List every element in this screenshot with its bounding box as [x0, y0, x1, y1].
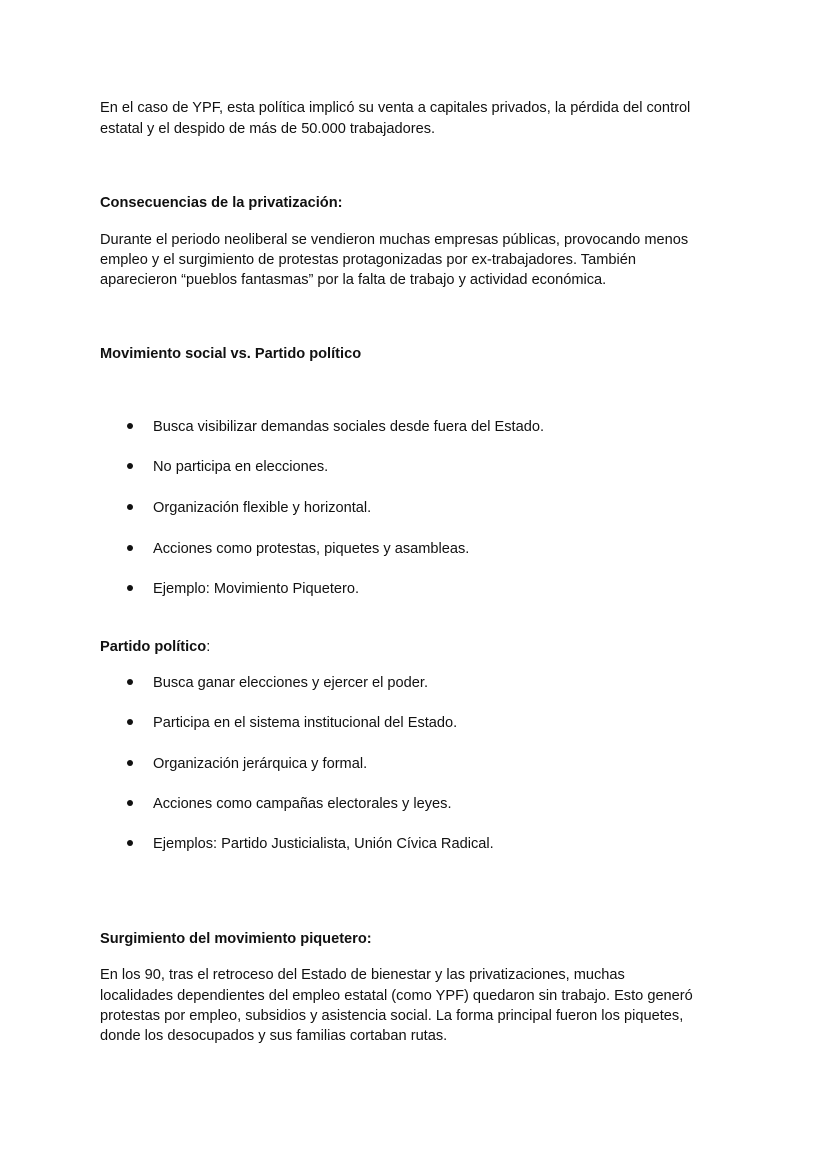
list-item: Ejemplos: Partido Justicialista, Unión Cívica Radical. — [122, 834, 494, 854]
text-line: empleo y el surgimiento de protestas protagonizadas por ex-trabajadores. También — [100, 252, 636, 268]
text-line: En los 90, tras el retroceso del Estado de bienestar y las privatizaciones, muchas — [100, 967, 625, 983]
bullet-icon — [127, 719, 133, 725]
list-item: Participa en el sistema institucional del Estado. — [122, 713, 457, 733]
text-line: estatal y el despido de más de 50.000 trabajadores. — [100, 121, 436, 137]
bullet-icon — [127, 423, 133, 429]
list-item: No participa en elecciones. — [122, 457, 328, 477]
list-item: Acciones como protestas, piquetes y asambleas. — [122, 539, 469, 559]
section-heading-movimiento: Movimiento social vs. Partido político — [100, 346, 362, 362]
bullet-icon — [127, 545, 133, 551]
section-heading-partido: Partido político: — [100, 639, 211, 655]
section-heading-consecuencias: Consecuencias de la privatización: — [100, 195, 343, 211]
bullet-icon — [127, 760, 133, 766]
text-line: aparecieron “pueblos fantasmas” por la falta de trabajo y actividad económica. — [100, 272, 607, 288]
text-line: donde los desocupados y sus familias cortaban rutas. — [100, 1028, 448, 1044]
list-item: Ejemplo: Movimiento Piquetero. — [122, 579, 359, 599]
bullet-icon — [127, 840, 133, 846]
text-line: localidades dependientes del empleo estatal (como YPF) quedaron sin trabajo. Esto generó — [100, 988, 693, 1004]
list-item: Busca ganar elecciones y ejercer el poder. — [122, 673, 428, 693]
list-item: Acciones como campañas electorales y leyes. — [122, 794, 452, 814]
list-item: Organización flexible y horizontal. — [122, 498, 371, 518]
list-item: Busca visibilizar demandas sociales desde fuera del Estado. — [122, 417, 544, 437]
section-heading-surgimiento: Surgimiento del movimiento piquetero: — [100, 931, 372, 947]
bullet-icon — [127, 800, 133, 806]
bullet-icon — [127, 679, 133, 685]
text-line: Durante el periodo neoliberal se vendieron muchas empresas públicas, provocando menos — [100, 232, 689, 248]
text-line: En el caso de YPF, esta política implicó su venta a capitales privados, la pérdida del control — [100, 100, 691, 116]
list-item: Organización jerárquica y formal. — [122, 754, 367, 774]
bullet-icon — [127, 504, 133, 510]
bullet-icon — [127, 463, 133, 469]
text-line: protestas por empleo, subsidios y asistencia social. La forma principal fueron los piquetes, — [100, 1008, 684, 1024]
bullet-icon — [127, 585, 133, 591]
